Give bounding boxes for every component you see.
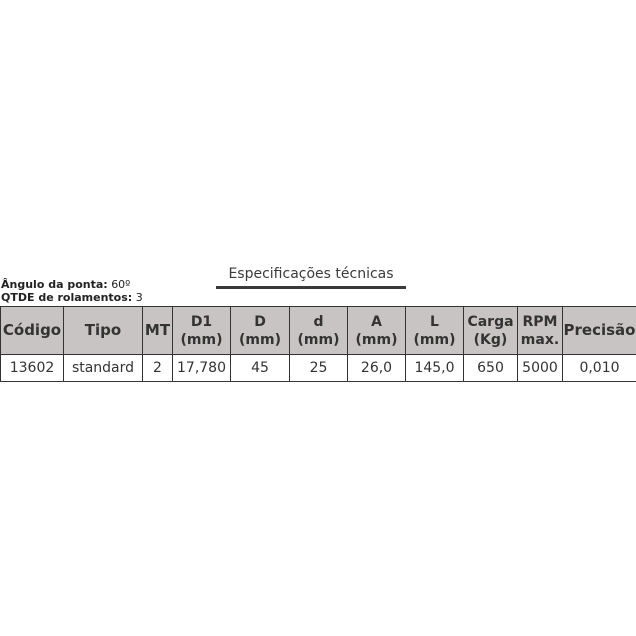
cell-carga: 650 [464,355,518,382]
header-d1: D1 (mm) [173,307,231,355]
angle-value: 60º [111,278,131,291]
header-a: A (mm) [348,307,406,355]
header-carga: Carga (Kg) [464,307,518,355]
angle-label: Ângulo da ponta: [1,278,108,291]
spec-title: Especificações técnicas [228,266,394,282]
cell-d-upper: 45 [231,355,290,382]
cell-l: 145,0 [406,355,464,382]
header-precisao: Precisão [563,307,636,355]
header-tipo: Tipo [64,307,143,355]
header-d-lower: d (mm) [290,307,348,355]
cell-codigo: 13602 [1,355,64,382]
header-l: L (mm) [406,307,464,355]
cell-tipo: standard [64,355,143,382]
header-mt: MT [143,307,173,355]
qtde-value: 3 [135,291,143,304]
qtde-label: QTDE de rolamentos: [1,291,133,304]
table-row [1,355,636,382]
cell-d1: 17,780 [173,355,231,382]
spec-title-underline [216,286,406,289]
header-codigo: Código [1,307,64,355]
header-row [1,307,636,355]
cell-precisao: 0,010 [563,355,636,382]
info-qtde [1,291,143,304]
header-d-upper: D (mm) [231,307,290,355]
cell-mt: 2 [143,355,173,382]
cell-rpm: 5000 [518,355,563,382]
header-rpm: RPM max. [518,307,563,355]
cell-a: 26,0 [348,355,406,382]
spec-table [0,306,636,382]
info-angle [1,278,130,291]
cell-d-lower: 25 [290,355,348,382]
